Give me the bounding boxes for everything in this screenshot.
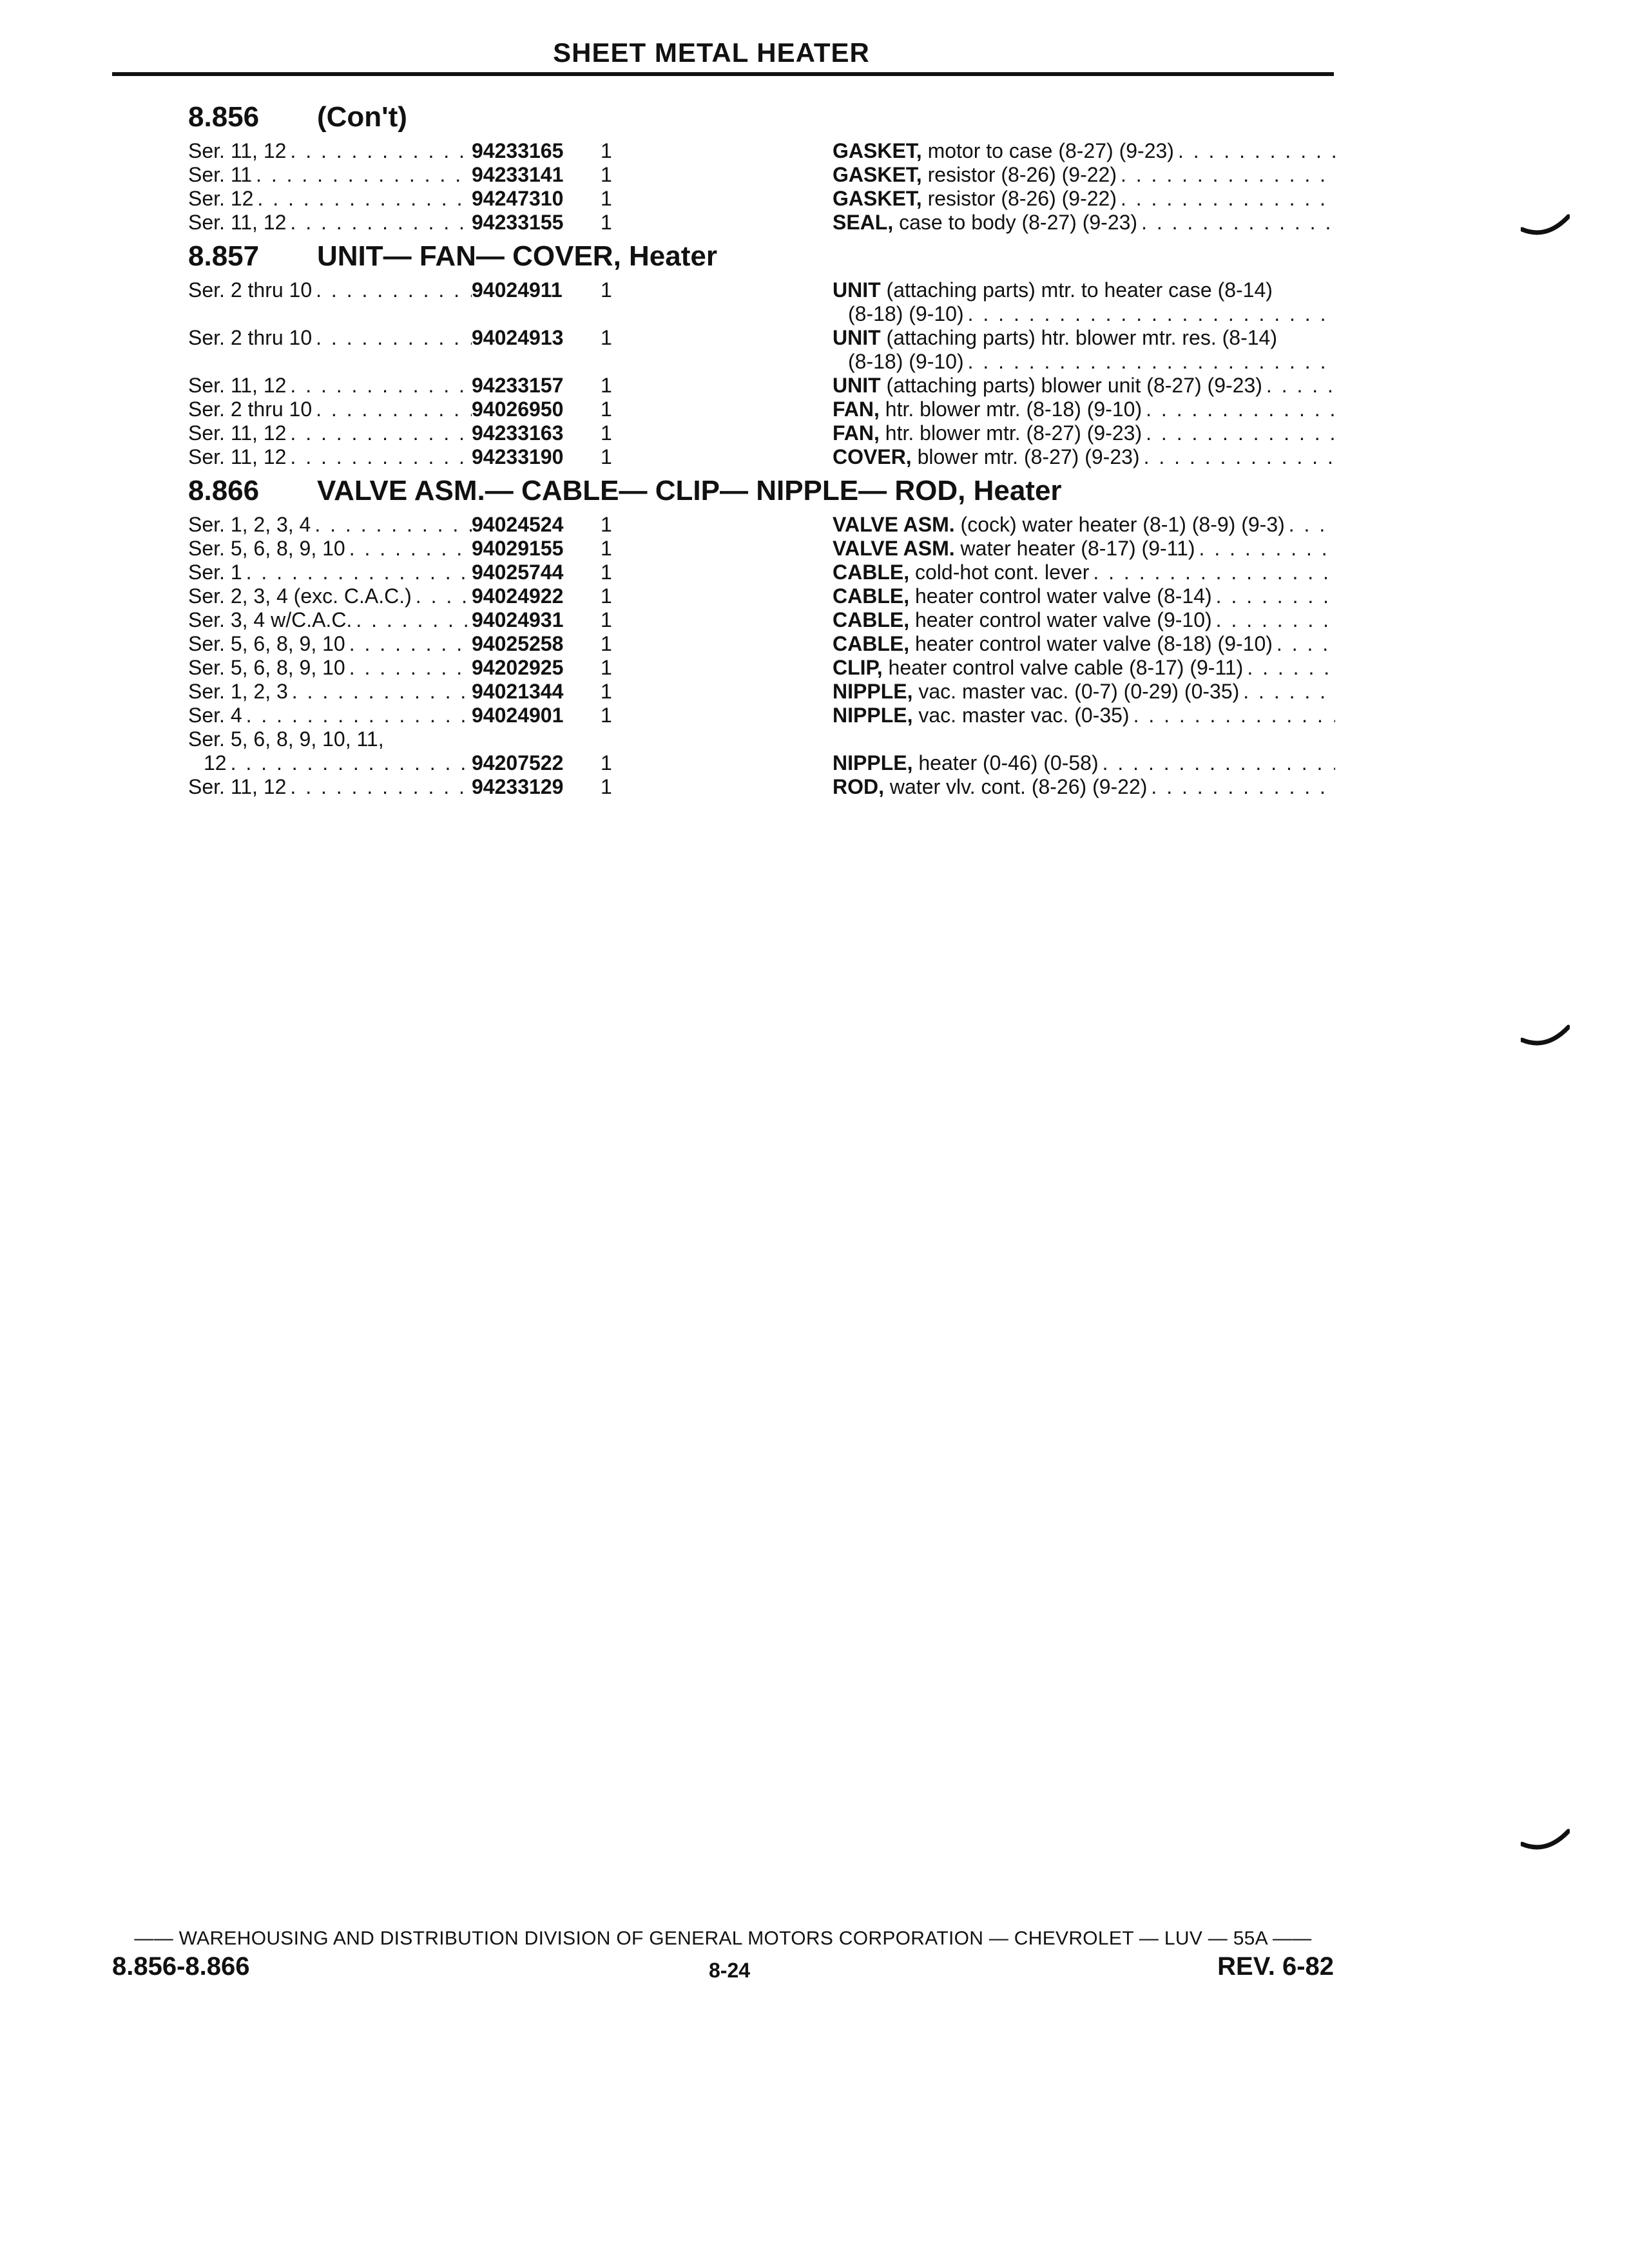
binder-hole-mark-3 xyxy=(1521,1829,1570,1854)
series-cell xyxy=(188,656,472,680)
section-heading xyxy=(188,95,1335,139)
series-text: Ser. 2 thru 10 xyxy=(188,398,313,421)
quantity: 1 xyxy=(601,398,612,421)
series-cell xyxy=(188,561,472,584)
part-number: 94024911 xyxy=(472,278,563,302)
part-number: 94025258 xyxy=(472,632,564,655)
series-text: Ser. 4 xyxy=(188,704,242,727)
footer-revision: REV. 6-82 xyxy=(1217,1952,1334,1981)
part-number: 94024913 xyxy=(472,326,564,349)
description-cell xyxy=(833,139,1335,163)
leader-dots xyxy=(1266,374,1335,398)
leader-dots xyxy=(1243,680,1335,704)
section-title: VALVE ASM.— CABLE— CLIP— NIPPLE— ROD, Heater xyxy=(317,475,1062,506)
leader-dots xyxy=(257,187,472,211)
part-name: CABLE, xyxy=(833,561,910,584)
quantity: 1 xyxy=(601,278,612,302)
part-name: ROD, xyxy=(833,775,884,798)
leader-dots xyxy=(1216,608,1335,632)
section-heading xyxy=(188,235,1335,278)
part-number: 94233157 xyxy=(472,374,564,397)
quantity: 1 xyxy=(601,211,612,234)
description-cell xyxy=(833,704,1335,727)
part-name: CABLE, xyxy=(833,632,910,655)
part-row xyxy=(188,584,1335,608)
leader-dots xyxy=(1247,656,1335,680)
leader-dots xyxy=(968,350,1335,374)
series-cell xyxy=(188,513,472,537)
quantity: 1 xyxy=(601,326,612,349)
leader-dots xyxy=(1277,632,1335,656)
series-cell xyxy=(188,211,472,235)
part-row xyxy=(188,163,1335,187)
leader-dots xyxy=(290,139,472,163)
part-name: UNIT xyxy=(833,326,881,349)
series-cell xyxy=(188,374,472,398)
part-number: 94024524 xyxy=(472,513,564,536)
part-row xyxy=(188,656,1335,680)
leader-dots xyxy=(290,374,472,398)
part-row xyxy=(188,374,1335,398)
series-cell xyxy=(188,421,472,445)
description-cell xyxy=(833,775,1335,799)
description-cell xyxy=(833,632,1335,656)
part-number: 94202925 xyxy=(472,656,564,679)
leader-dots xyxy=(292,680,472,704)
series-cell xyxy=(188,326,472,350)
part-number: 94026950 xyxy=(472,398,564,421)
series-text: Ser. 5, 6, 8, 9, 10 xyxy=(188,656,345,679)
page-title: SHEET METAL HEATER xyxy=(553,37,870,68)
description-text: (cock) water heater (8-1) (8-9) (9-3) xyxy=(960,513,1285,536)
description-text: htr. blower mtr. (8-18) (9-10) xyxy=(885,398,1142,421)
part-number: 94025744 xyxy=(472,561,564,584)
series-cell xyxy=(188,584,472,608)
quantity: 1 xyxy=(601,775,612,798)
part-name: CABLE, xyxy=(833,608,910,631)
leader-dots xyxy=(968,302,1335,326)
series-text: Ser. 2 thru 10 xyxy=(188,326,313,349)
series-text: Ser. 2, 3, 4 (exc. C.A.C.) xyxy=(188,584,412,608)
leader-dots xyxy=(349,656,472,680)
quantity: 1 xyxy=(601,608,612,631)
part-row xyxy=(188,278,1335,326)
leader-dots xyxy=(290,421,472,445)
binder-hole-mark-2 xyxy=(1521,1024,1570,1050)
footer-division-line: —— WAREHOUSING AND DISTRIBUTION DIVISION OF GENERAL MOTORS CORPORATION — CHEVROLET — LUV — 55A —— xyxy=(134,1928,1312,1949)
series-text: 12 xyxy=(204,751,227,774)
part-name: CLIP, xyxy=(833,656,883,679)
description-text: case to body (8-27) (9-23) xyxy=(899,211,1138,234)
part-number: 94247310 xyxy=(472,187,564,210)
leader-dots xyxy=(256,163,472,187)
description-cell xyxy=(833,513,1335,537)
series-text: Ser. 3, 4 w/C.A.C. xyxy=(188,608,352,631)
series-text: Ser. 11, 12 xyxy=(188,775,287,798)
part-name: GASKET, xyxy=(833,187,922,210)
quantity: 1 xyxy=(601,537,612,560)
part-row xyxy=(188,187,1335,211)
part-name: GASKET, xyxy=(833,163,922,186)
part-name: VALVE ASM. xyxy=(833,513,955,536)
description-cell xyxy=(833,656,1335,680)
part-row xyxy=(188,211,1335,235)
leader-dots xyxy=(1146,398,1335,421)
series-text: Ser. 1, 2, 3 xyxy=(188,680,288,703)
description-text: (attaching parts) htr. blower mtr. res. (8-14) xyxy=(886,326,1277,349)
series-cell xyxy=(188,537,472,561)
description-text: motor to case (8-27) (9-23) xyxy=(927,139,1174,162)
part-row xyxy=(188,513,1335,537)
quantity: 1 xyxy=(601,632,612,655)
description-text: cold-hot cont. lever xyxy=(915,561,1090,584)
part-name: NIPPLE, xyxy=(833,680,913,703)
series-cell xyxy=(188,278,472,302)
part-row xyxy=(188,680,1335,704)
part-name: UNIT xyxy=(833,374,881,397)
footer-page-number: 8-24 xyxy=(709,1959,751,1982)
description-text: resistor (8-26) (9-22) xyxy=(927,163,1117,186)
part-row xyxy=(188,445,1335,469)
series-cell xyxy=(188,187,472,211)
series-cell xyxy=(188,632,472,656)
description-cell xyxy=(833,680,1335,704)
leader-dots xyxy=(416,584,472,608)
series-text: Ser. 12 xyxy=(188,187,254,210)
quantity: 1 xyxy=(601,584,612,608)
part-row xyxy=(188,632,1335,656)
parts-list xyxy=(188,95,1335,799)
leader-dots xyxy=(246,704,472,727)
series-text: Ser. 1 xyxy=(188,561,242,584)
part-name: VALVE ASM. xyxy=(833,537,955,560)
part-row xyxy=(188,537,1335,561)
part-number: 94233141 xyxy=(472,163,564,186)
series-text: Ser. 1, 2, 3, 4 xyxy=(188,513,311,536)
part-row xyxy=(188,326,1335,374)
part-number: 94207522 xyxy=(472,751,564,774)
part-name: NIPPLE, xyxy=(833,751,913,774)
part-row xyxy=(188,727,1335,775)
part-name: GASKET, xyxy=(833,139,922,162)
part-name: FAN, xyxy=(833,398,880,421)
description-text: heater (0-46) (0-58) xyxy=(918,751,1099,774)
description-cell xyxy=(833,537,1335,561)
section-heading xyxy=(188,469,1335,513)
leader-dots xyxy=(316,326,472,350)
description-text: heater control valve cable (8-17) (9-11) xyxy=(888,656,1244,679)
description-text: heater control water valve (8-14) xyxy=(915,584,1212,608)
description-cell xyxy=(833,326,1335,374)
description-text: htr. blower mtr. (8-27) (9-23) xyxy=(885,421,1142,445)
part-row xyxy=(188,775,1335,799)
series-cell xyxy=(188,727,472,775)
part-number: 94029155 xyxy=(472,537,564,560)
part-number: 94233190 xyxy=(472,445,564,468)
series-text: Ser. 5, 6, 8, 9, 10, 11, xyxy=(188,727,384,751)
part-number: 94233155 xyxy=(472,211,564,234)
part-number: 94024931 xyxy=(472,608,564,631)
description-cell xyxy=(833,445,1335,469)
leader-dots xyxy=(1093,561,1335,584)
part-number: 94233129 xyxy=(472,775,564,798)
quantity: 1 xyxy=(601,187,612,210)
leader-dots xyxy=(356,608,472,632)
series-cell xyxy=(188,608,472,632)
series-cell xyxy=(188,775,472,799)
description-text: (8-18) (9-10) xyxy=(848,302,964,325)
leader-dots xyxy=(1178,139,1335,163)
series-text: Ser. 5, 6, 8, 9, 10 xyxy=(188,632,345,655)
series-cell xyxy=(188,680,472,704)
quantity: 1 xyxy=(601,561,612,584)
section-title: UNIT— FAN— COVER, Heater xyxy=(317,240,717,272)
leader-dots xyxy=(290,775,472,799)
description-text: heater control water valve (8-18) (9-10) xyxy=(915,632,1273,655)
description-cell xyxy=(833,278,1335,326)
description-cell xyxy=(833,561,1335,584)
quantity: 1 xyxy=(601,421,612,445)
part-row xyxy=(188,608,1335,632)
leader-dots xyxy=(1133,704,1335,727)
series-text: Ser. 5, 6, 8, 9, 10 xyxy=(188,537,345,560)
leader-dots xyxy=(316,278,472,302)
description-text: vac. master vac. (0-7) (0-29) (0-35) xyxy=(918,680,1240,703)
part-number: 94233165 xyxy=(472,139,564,162)
leader-dots xyxy=(1199,537,1335,561)
leader-dots xyxy=(1289,513,1335,537)
section-number: 8.856 xyxy=(188,101,260,133)
leader-dots xyxy=(1144,445,1335,469)
leader-dots xyxy=(1141,211,1335,235)
quantity: 1 xyxy=(601,513,612,536)
part-name: COVER, xyxy=(833,445,912,468)
part-row xyxy=(188,561,1335,584)
quantity: 1 xyxy=(601,656,612,679)
leader-dots xyxy=(231,751,472,775)
description-text: heater control water valve (9-10) xyxy=(915,608,1212,631)
section-title: (Con't) xyxy=(317,101,407,133)
part-name: NIPPLE, xyxy=(833,704,913,727)
leader-dots xyxy=(290,445,472,469)
leader-dots xyxy=(1121,163,1335,187)
description-text: water heater (8-17) (9-11) xyxy=(960,537,1195,560)
description-cell xyxy=(833,211,1335,235)
series-text: Ser. 11, 12 xyxy=(188,421,287,445)
description-text: water vlv. cont. (8-26) (9-22) xyxy=(889,775,1148,798)
series-text: Ser. 11, 12 xyxy=(188,445,287,468)
series-cell xyxy=(188,163,472,187)
leader-dots xyxy=(1216,584,1335,608)
binder-hole-mark-1 xyxy=(1521,214,1570,240)
part-row xyxy=(188,704,1335,727)
series-cell xyxy=(188,398,472,421)
series-cell xyxy=(188,139,472,163)
quantity: 1 xyxy=(601,751,612,774)
quantity: 1 xyxy=(601,163,612,186)
part-name: CABLE, xyxy=(833,584,910,608)
description-text: (8-18) (9-10) xyxy=(848,350,964,373)
description-text: blower mtr. (8-27) (9-23) xyxy=(917,445,1140,468)
series-text: Ser. 11 xyxy=(188,163,253,186)
part-row xyxy=(188,139,1335,163)
leader-dots xyxy=(1103,751,1335,775)
part-number: 94024901 xyxy=(472,704,564,727)
description-cell xyxy=(833,727,1335,775)
part-row xyxy=(188,398,1335,421)
series-text: Ser. 11, 12 xyxy=(188,139,287,162)
part-number: 94024922 xyxy=(472,584,564,608)
part-name: SEAL, xyxy=(833,211,894,234)
description-text: (attaching parts) blower unit (8-27) (9-23) xyxy=(886,374,1262,397)
leader-dots xyxy=(349,537,472,561)
description-cell xyxy=(833,187,1335,211)
series-text: Ser. 11, 12 xyxy=(188,374,287,397)
footer-section-range: 8.856-8.866 xyxy=(112,1952,250,1981)
quantity: 1 xyxy=(601,445,612,468)
leader-dots xyxy=(1151,775,1335,799)
part-name: UNIT xyxy=(833,278,881,302)
quantity: 1 xyxy=(601,374,612,397)
series-cell xyxy=(188,445,472,469)
series-cell xyxy=(188,704,472,727)
series-text: Ser. 11, 12 xyxy=(188,211,287,234)
leader-dots xyxy=(314,513,472,537)
description-cell xyxy=(833,374,1335,398)
quantity: 1 xyxy=(601,139,612,162)
quantity: 1 xyxy=(601,680,612,703)
leader-dots xyxy=(246,561,472,584)
description-cell xyxy=(833,421,1335,445)
description-text: (attaching parts) mtr. to heater case (8-14) xyxy=(886,278,1273,302)
section-number: 8.857 xyxy=(188,240,260,272)
part-name: FAN, xyxy=(833,421,880,445)
leader-dots xyxy=(1121,187,1335,211)
section-number: 8.866 xyxy=(188,475,260,506)
quantity: 1 xyxy=(601,704,612,727)
description-text: vac. master vac. (0-35) xyxy=(918,704,1130,727)
description-cell xyxy=(833,584,1335,608)
leader-dots xyxy=(316,398,472,421)
leader-dots xyxy=(290,211,472,235)
leader-dots xyxy=(1146,421,1335,445)
description-cell xyxy=(833,608,1335,632)
part-number: 94021344 xyxy=(472,680,564,703)
description-text: resistor (8-26) (9-22) xyxy=(927,187,1117,210)
leader-dots xyxy=(349,632,472,656)
part-row xyxy=(188,421,1335,445)
part-number: 94233163 xyxy=(472,421,564,445)
series-text: Ser. 2 thru 10 xyxy=(188,278,313,302)
description-cell xyxy=(833,163,1335,187)
description-cell xyxy=(833,398,1335,421)
title-rule xyxy=(112,72,1334,76)
